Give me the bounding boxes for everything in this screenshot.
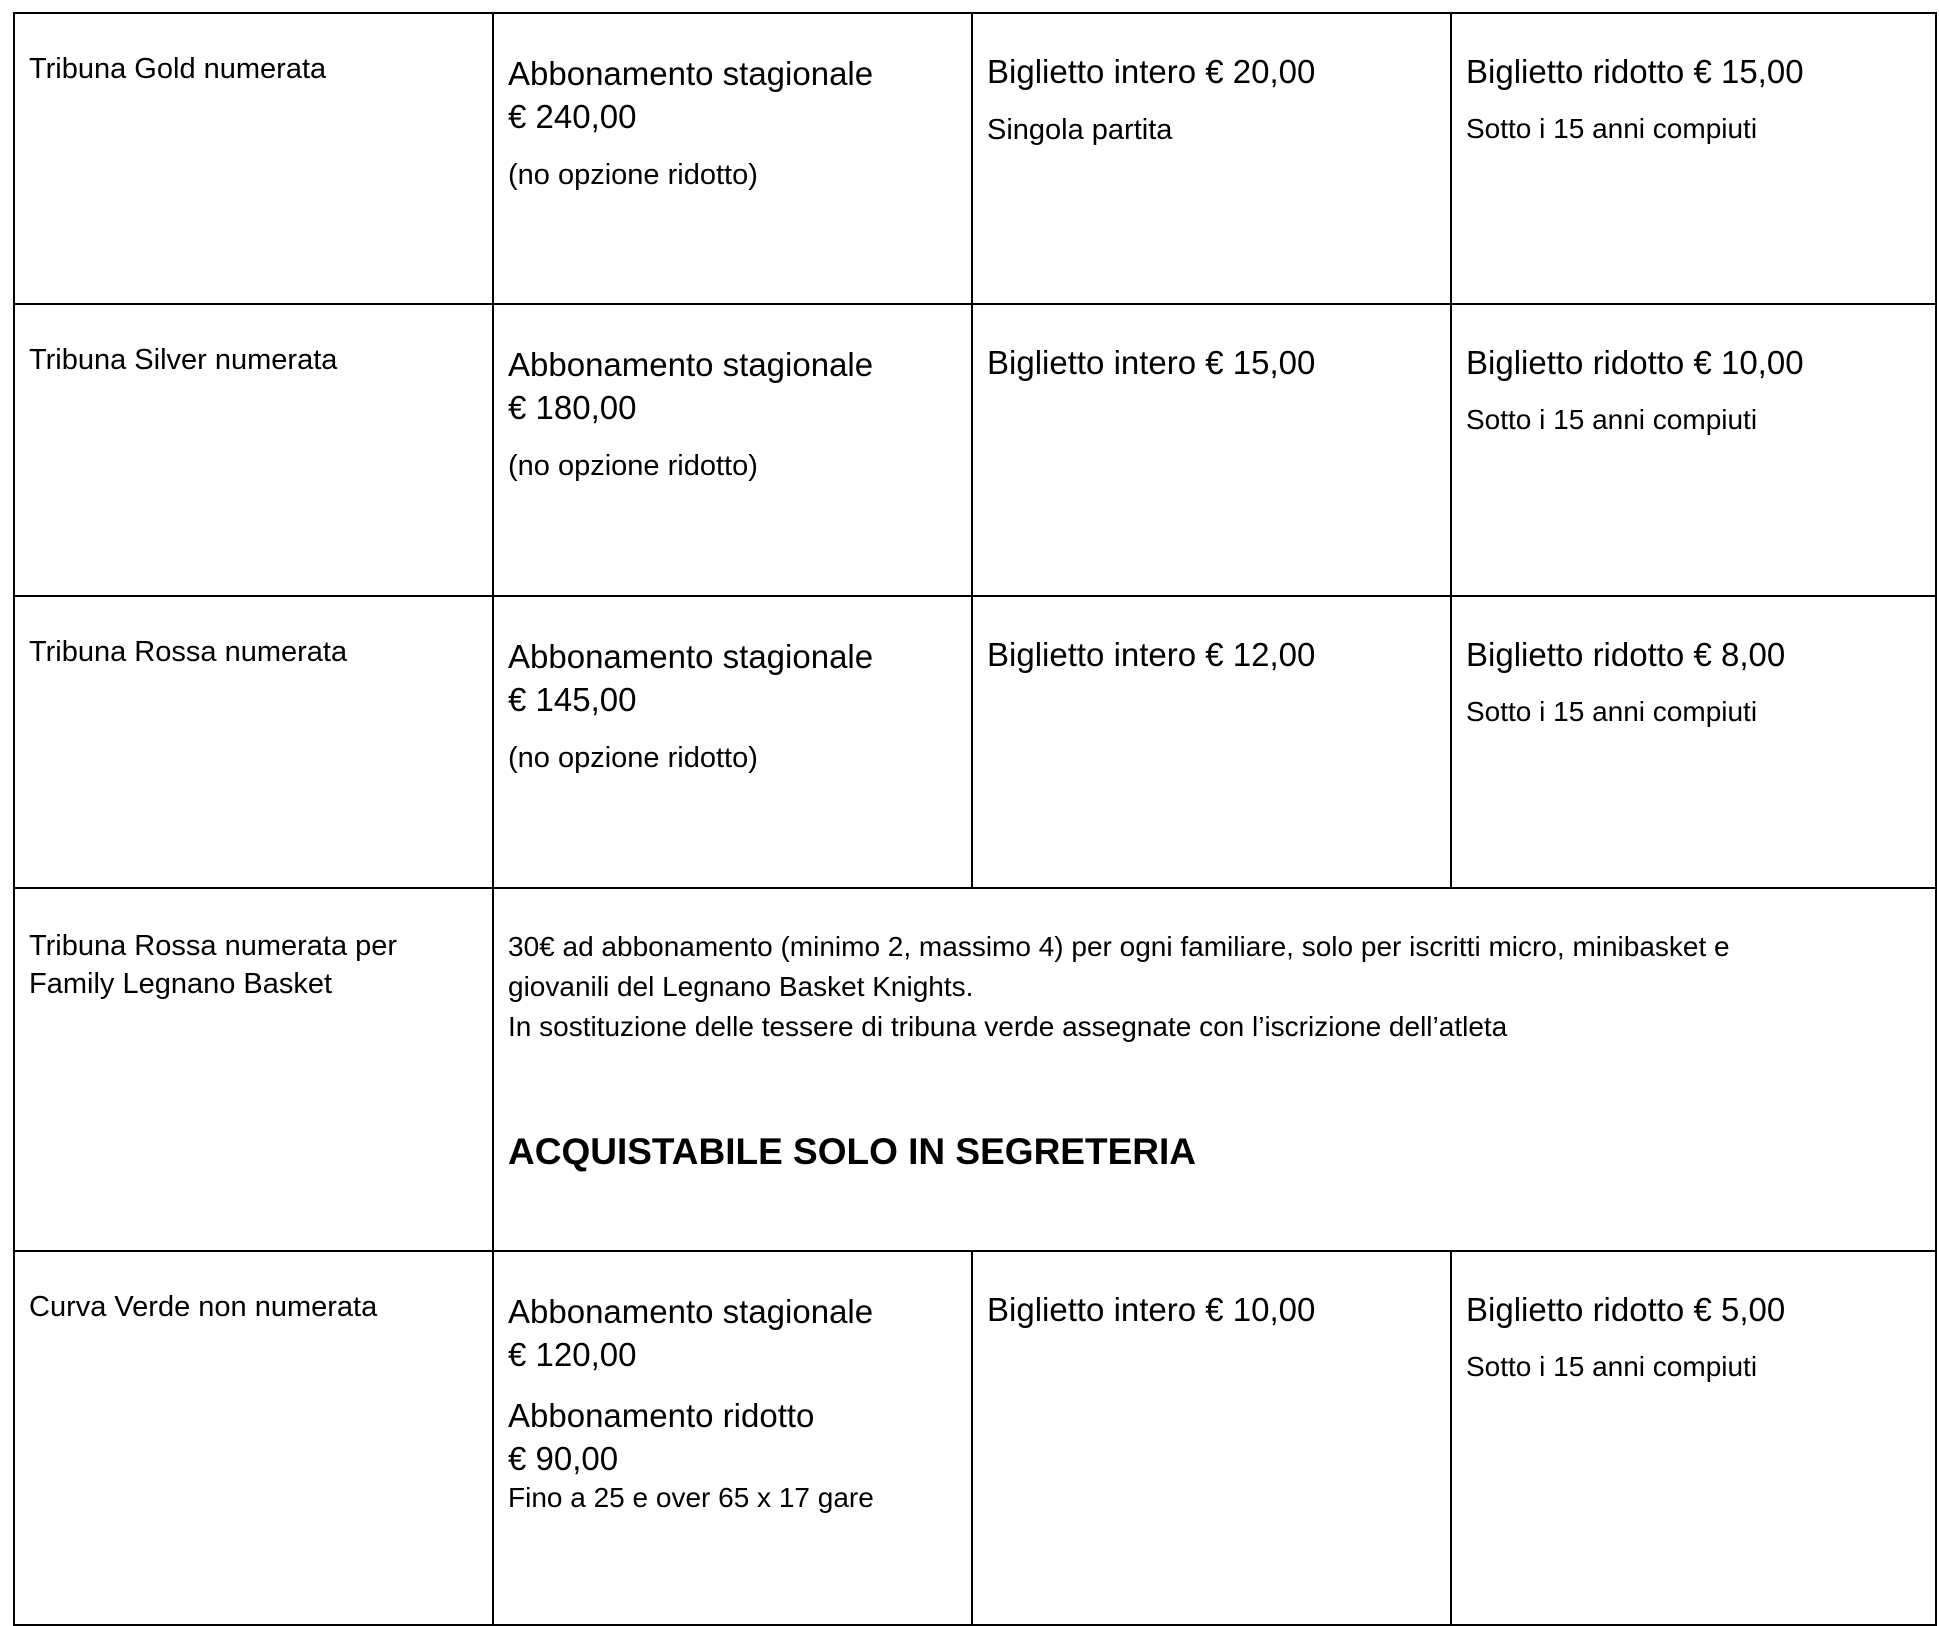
reduced-note: Sotto i 15 anni compiuti: [1466, 696, 1758, 727]
family-offer-line: In sostituzione delle tessere di tribuna verde assegnate con l’iscrizione dell’atleta: [508, 1011, 1508, 1042]
reduced-ticket: Biglietto ridotto € 15,00: [1466, 53, 1804, 90]
reduced-note: Sotto i 15 anni compiuti: [1466, 113, 1758, 144]
season-note: (no opzione ridotto): [508, 159, 758, 191]
season-label: Abbonamento stagionale: [508, 1293, 874, 1330]
reduced-season-label: Abbonamento ridotto: [508, 1397, 815, 1434]
full-ticket: Biglietto intero € 12,00: [987, 636, 1316, 673]
table-row: [14, 13, 1936, 304]
season-label: Abbonamento stagionale: [508, 55, 874, 92]
season-price: € 240,00: [508, 98, 637, 135]
season-price: € 145,00: [508, 681, 637, 718]
full-note: Singola partita: [987, 114, 1173, 146]
season-note: (no opzione ridotto): [508, 742, 758, 774]
season-cell: [493, 13, 972, 304]
table-row: [14, 888, 1936, 1251]
reduced-ticket-cell: [1451, 596, 1936, 888]
family-offer-cell: [493, 888, 1936, 1251]
season-cell: [493, 1251, 972, 1625]
reduced-note: Sotto i 15 anni compiuti: [1466, 404, 1758, 435]
full-ticket: Biglietto intero € 10,00: [987, 1291, 1316, 1328]
reduced-season-note: Fino a 25 e over 65 x 17 gare: [508, 1482, 874, 1513]
purchase-notice: ACQUISTABILE SOLO IN SEGRETERIA: [508, 1131, 1196, 1172]
sector-name: Tribuna Gold numerata: [29, 53, 327, 85]
table-row: [14, 1251, 1936, 1625]
season-price: € 120,00: [508, 1336, 637, 1373]
reduced-ticket-cell: [1451, 304, 1936, 596]
full-ticket-cell: [972, 1251, 1451, 1625]
reduced-ticket: Biglietto ridotto € 10,00: [1466, 344, 1804, 381]
table-row: [14, 304, 1936, 596]
season-label: Abbonamento stagionale: [508, 638, 874, 675]
table-row: [14, 596, 1936, 888]
reduced-ticket-cell: [1451, 1251, 1936, 1625]
full-ticket-cell: [972, 304, 1451, 596]
season-cell: [493, 596, 972, 888]
season-label: Abbonamento stagionale: [508, 346, 874, 383]
reduced-season-price: € 90,00: [508, 1440, 619, 1477]
reduced-note: Sotto i 15 anni compiuti: [1466, 1351, 1758, 1382]
sector-name: Curva Verde non numerata: [29, 1291, 378, 1323]
full-ticket: Biglietto intero € 15,00: [987, 344, 1316, 381]
full-ticket: Biglietto intero € 20,00: [987, 53, 1316, 90]
sector-cell: [14, 1251, 493, 1625]
ticket-price-table: [13, 12, 1937, 1626]
sector-cell: [14, 304, 493, 596]
family-offer-line: 30€ ad abbonamento (minimo 2, massimo 4) per ogni familiare, solo per iscritti micro, minibasket e: [508, 931, 1730, 962]
reduced-ticket: Biglietto ridotto € 5,00: [1466, 1291, 1786, 1328]
season-note: (no opzione ridotto): [508, 450, 758, 482]
reduced-ticket-cell: [1451, 13, 1936, 304]
season-price: € 180,00: [508, 389, 637, 426]
sector-cell: [14, 13, 493, 304]
sector-name-line1: Tribuna Rossa numerata per: [29, 930, 398, 962]
family-offer-line: giovanili del Legnano Basket Knights.: [508, 971, 974, 1002]
season-cell: [493, 304, 972, 596]
sector-name: Tribuna Silver numerata: [29, 344, 338, 376]
full-ticket-cell: [972, 13, 1451, 304]
sector-cell: [14, 888, 493, 1251]
sector-cell: [14, 596, 493, 888]
full-ticket-cell: [972, 596, 1451, 888]
sector-name: Tribuna Rossa numerata: [29, 636, 348, 668]
reduced-ticket: Biglietto ridotto € 8,00: [1466, 636, 1786, 673]
sector-name-line2: Family Legnano Basket: [29, 968, 333, 1000]
